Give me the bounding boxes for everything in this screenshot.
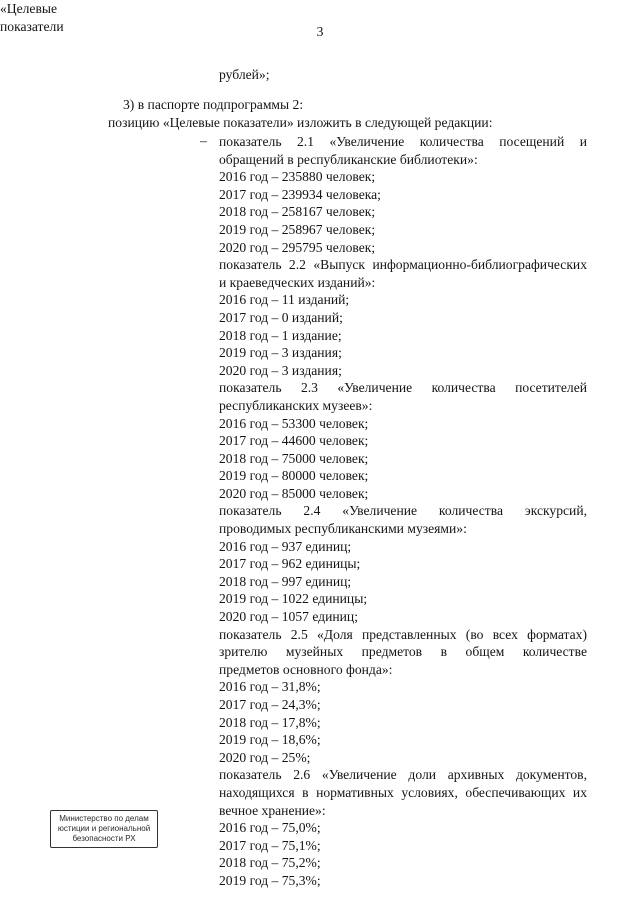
- indicator-line: 2019 год – 80000 человек;: [219, 468, 369, 484]
- indicator-line: показатель 2.4 «Увеличение количества экскурсий,: [219, 503, 587, 519]
- indicator-line: показатель 2.5 «Доля представленных (во всех форматах): [219, 626, 587, 642]
- indicator-line: 2019 год – 75,3%;: [219, 872, 321, 888]
- indicator-line: 2019 год – 1022 единицы;: [219, 591, 368, 607]
- indicator-line: 2019 год – 3 издания;: [219, 345, 342, 361]
- indicator-line: 2018 год – 1 издание;: [219, 327, 342, 343]
- indicator-line: республиканских музеев»:: [219, 397, 373, 413]
- dash-separator: –: [200, 133, 207, 148]
- indicator-line: проводимых республиканскими музеями»:: [219, 521, 467, 537]
- indicators-body: [219, 133, 587, 890]
- indicator-line: 2018 год – 997 единиц;: [219, 573, 352, 589]
- indicator-line: показатель 2.6 «Увеличение доли архивных документов,: [219, 767, 587, 783]
- indicator-line: 2016 год – 53300 человек;: [219, 415, 369, 431]
- indicator-line: предметов основного фонда»:: [219, 661, 393, 677]
- indicator-line: находящихся в нормативных условиях, обеспечивающих их: [219, 784, 587, 800]
- indicator-line: 2019 год – 18,6%;: [219, 732, 321, 748]
- stamp-line: безопасности РХ: [72, 834, 136, 843]
- indicator-line: 2016 год – 31,8%;: [219, 679, 321, 695]
- stamp-line: Министерство по делам: [59, 814, 149, 823]
- indicator-line: 2016 год – 75,0%;: [219, 820, 321, 836]
- indicator-line: показатель 2.2 «Выпуск информационно-библиографических: [219, 257, 587, 273]
- indicator-line: обращений в республиканские библиотеки»:: [219, 151, 478, 167]
- indicator-line: 2016 год – 11 изданий;: [219, 292, 350, 308]
- indicator-line: 2017 год – 44600 человек;: [219, 433, 369, 449]
- indicator-line: 2020 год – 85000 человек;: [219, 485, 369, 501]
- target-indicators-label: «Целевые показатели: [0, 1, 64, 34]
- continuation-line: рублей»;: [219, 67, 270, 82]
- indicator-line: 2017 год – 239934 человека;: [219, 186, 381, 202]
- indicator-line: и краеведческих изданий»:: [219, 274, 376, 290]
- indicator-line: вечное хранение»:: [219, 802, 326, 818]
- page-number: 3: [316, 24, 324, 39]
- indicator-line: 2017 год – 0 изданий;: [219, 309, 343, 325]
- indicator-line: зрителю музейных предметов в общем количестве: [219, 644, 587, 660]
- indicator-line: 2020 год – 1057 единиц;: [219, 609, 358, 625]
- item-3-text: позицию «Целевые показатели» изложить в следующей редакции:: [108, 115, 493, 130]
- indicator-line: 2018 год – 75000 человек;: [219, 450, 369, 466]
- indicator-line: 2019 год – 258967 человек;: [219, 221, 376, 237]
- indicator-line: 2017 год – 962 единицы;: [219, 556, 361, 572]
- ministry-stamp: [50, 810, 158, 848]
- indicator-line: показатель 2.3 «Увеличение количества посетителей: [219, 380, 587, 396]
- indicator-line: 2017 год – 75,1%;: [219, 837, 321, 853]
- item-3-heading: 3) в паспорте подпрограммы 2:: [123, 97, 304, 112]
- indicator-line: 2016 год – 937 единиц;: [219, 538, 352, 554]
- indicator-line: 2018 год – 258167 человек;: [219, 204, 376, 220]
- indicator-line: 2018 год – 17,8%;: [219, 714, 321, 730]
- indicator-line: 2020 год – 25%;: [219, 749, 311, 765]
- indicator-line: 2020 год – 295795 человек;: [219, 239, 376, 255]
- indicator-line: 2020 год – 3 издания;: [219, 362, 342, 378]
- indicator-line: 2016 год – 235880 человек;: [219, 169, 376, 185]
- indicator-line: 2018 год – 75,2%;: [219, 855, 321, 871]
- indicator-line: показатель 2.1 «Увеличение количества посещений и: [219, 134, 587, 149]
- stamp-line: юстиции и региональной: [57, 824, 151, 833]
- indicator-line: 2017 год – 24,3%;: [219, 697, 321, 712]
